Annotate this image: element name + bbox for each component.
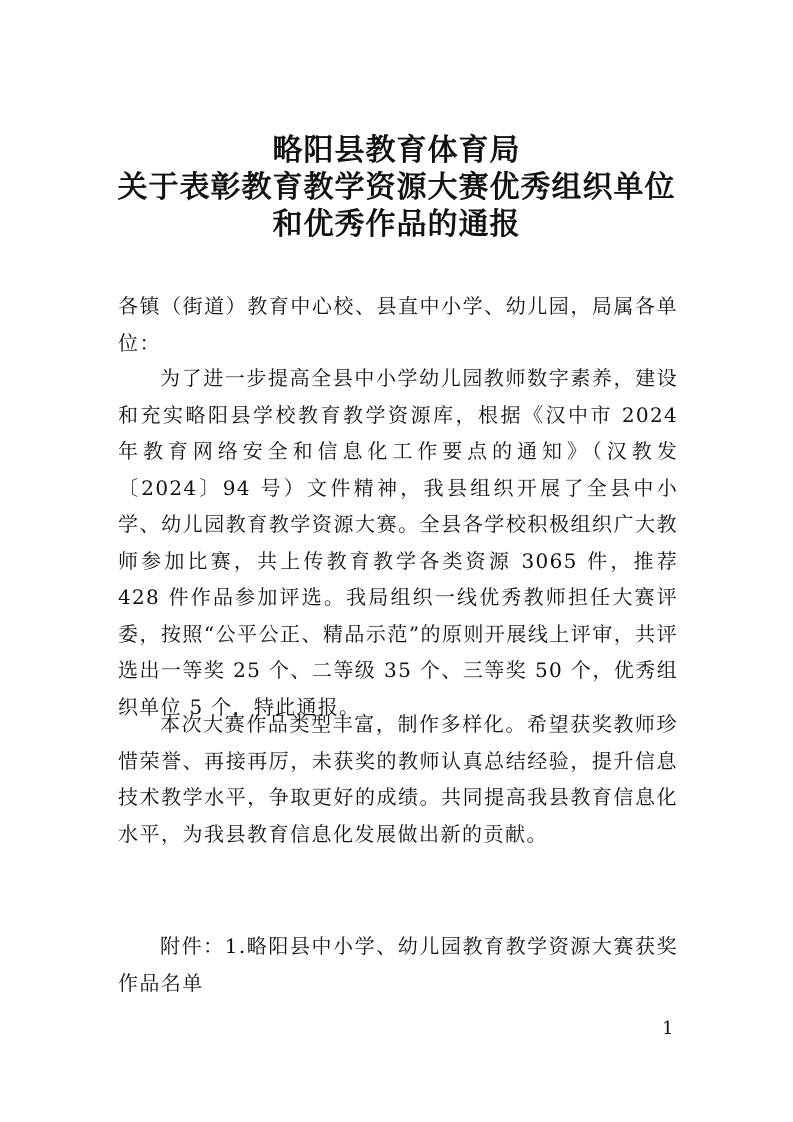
paragraph-1 <box>118 360 678 725</box>
attachment-text: 附件：1.略阳县中小学、幼儿园教育教学资源大赛获奖作品名单 <box>118 934 678 995</box>
page-number: 1 <box>662 1018 674 1039</box>
paragraph-2-text: 本次大赛作品类型丰富，制作多样化。希望获奖教师珍惜荣誉、再接再厉，未获奖的教师认真总结经验，提升信息技术教学水平，争取更好的成绩。共同提高我县教育信息化水平，为我县教育信息化发展做出新的贡献。 <box>118 712 678 846</box>
document-title <box>0 132 793 243</box>
salutation-text: 各镇（街道）教育中心校、县直中小学、幼儿园，局属各单位： <box>118 294 678 355</box>
paragraph-1-text: 为了进一步提高全县中小学幼儿园教师数字素养，建设和充实略阳县学校教育教学资源库，根据《汉中市 2024 年教育网络安全和信息化工作要点的通知》（汉教发〔2024〕94 号）文件精神，我县组织开展了全县中小学、幼儿园教育教学资源大赛。全县各学校积极组织广大教师参加比赛，共上传教育教学各类资源 3065 件，推荐 428 件作品参加评选。我局组织一线优秀教师担任大赛评委，按照“公平公正、精品示范”的原则开展线上评审，共评选出一等奖 25 个、二等级 35 个、三等奖 50 个，优秀组织单位 5 个，特此通报。 <box>118 366 678 719</box>
title-line-1: 略阳县教育体育局 <box>272 133 521 168</box>
title-line-2: 关于表彰教育教学资源大赛优秀组织单位 <box>117 170 676 205</box>
title-line-3: 和优秀作品的通报 <box>272 207 521 242</box>
paragraph-2 <box>118 706 678 852</box>
attachment-note <box>118 928 678 1001</box>
salutation <box>118 288 678 361</box>
